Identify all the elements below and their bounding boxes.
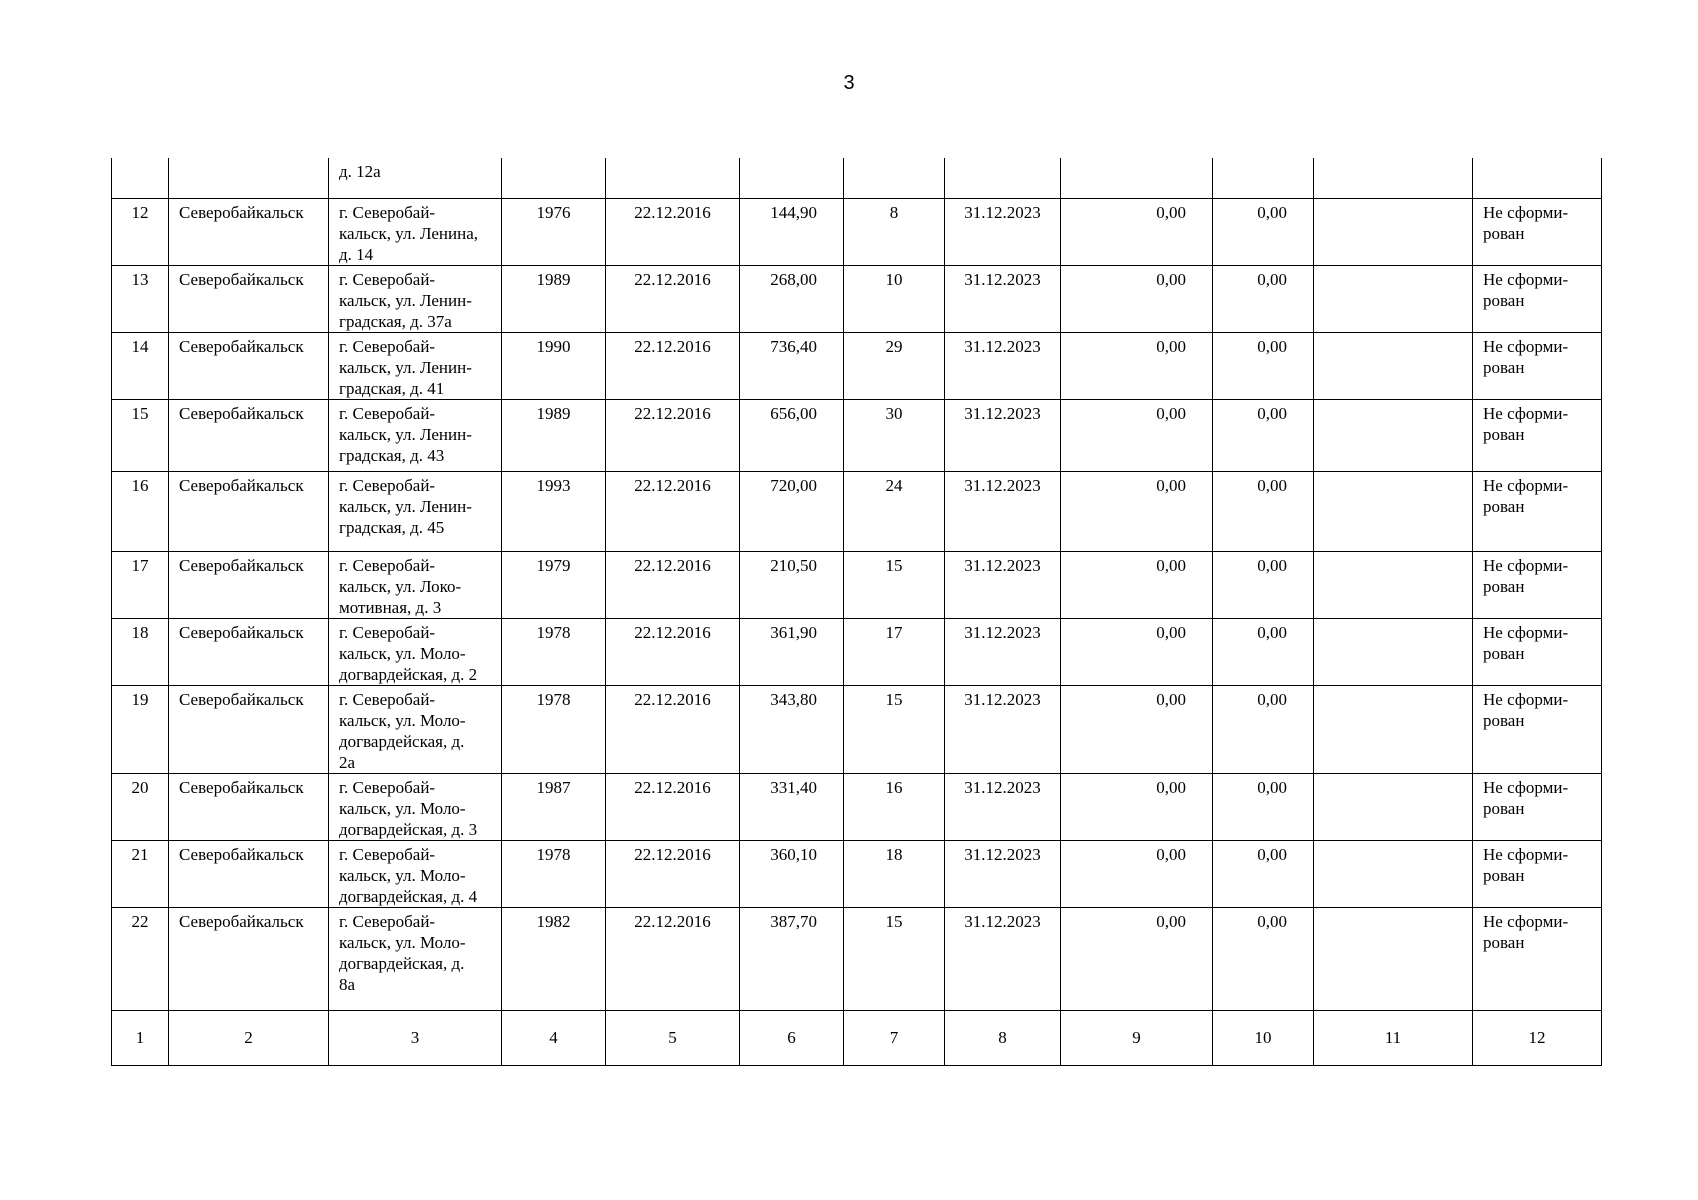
column-number-cell: 8 bbox=[945, 1010, 1061, 1065]
cell-status: Не сформи- рован bbox=[1473, 773, 1602, 840]
cell-v11 bbox=[1314, 618, 1473, 685]
cell-v10: 0,00 bbox=[1213, 399, 1314, 471]
column-number-footer bbox=[112, 1010, 1602, 1065]
cell-v11 bbox=[1314, 551, 1473, 618]
cell-date: 22.12.2016 bbox=[606, 551, 740, 618]
cell-address: г. Северобай- кальск, ул. Моло- догвардейская, д. 4 bbox=[329, 840, 502, 907]
cell-v9: 0,00 bbox=[1061, 685, 1213, 773]
cell-area: 656,00 bbox=[740, 399, 844, 471]
cell-v10: 0,00 bbox=[1213, 198, 1314, 265]
cell-v9 bbox=[1061, 158, 1213, 198]
cell-deadline: 31.12.2023 bbox=[945, 399, 1061, 471]
cell-deadline: 31.12.2023 bbox=[945, 907, 1061, 1010]
cell-year: 1978 bbox=[502, 618, 606, 685]
cell-address: г. Северобай- кальск, ул. Ленин- градская, д. 41 bbox=[329, 332, 502, 399]
cell-v10: 0,00 bbox=[1213, 265, 1314, 332]
cell-date: 22.12.2016 bbox=[606, 618, 740, 685]
table-row-continuation bbox=[112, 158, 1602, 198]
cell-locality: Северобайкальск bbox=[169, 773, 329, 840]
cell-deadline: 31.12.2023 bbox=[945, 840, 1061, 907]
cell-status: Не сформи- рован bbox=[1473, 198, 1602, 265]
cell-residents: 29 bbox=[844, 332, 945, 399]
page-number: 3 bbox=[843, 72, 855, 94]
cell-area: 343,80 bbox=[740, 685, 844, 773]
housing-registry-table bbox=[111, 158, 1602, 1066]
cell-date: 22.12.2016 bbox=[606, 773, 740, 840]
cell-v10: 0,00 bbox=[1213, 907, 1314, 1010]
cell-date: 22.12.2016 bbox=[606, 332, 740, 399]
cell-deadline: 31.12.2023 bbox=[945, 773, 1061, 840]
cell-v9: 0,00 bbox=[1061, 773, 1213, 840]
cell-status: Не сформи- рован bbox=[1473, 471, 1602, 551]
cell-status: Не сформи- рован bbox=[1473, 618, 1602, 685]
cell-v11 bbox=[1314, 198, 1473, 265]
cell-residents: 15 bbox=[844, 907, 945, 1010]
cell-date: 22.12.2016 bbox=[606, 399, 740, 471]
table-row bbox=[112, 471, 1602, 551]
cell-status: Не сформи- рован bbox=[1473, 551, 1602, 618]
cell-deadline bbox=[945, 158, 1061, 198]
cell-status: Не сформи- рован bbox=[1473, 265, 1602, 332]
cell-deadline: 31.12.2023 bbox=[945, 685, 1061, 773]
column-number-cell: 12 bbox=[1473, 1010, 1602, 1065]
cell-status bbox=[1473, 158, 1602, 198]
cell-deadline: 31.12.2023 bbox=[945, 618, 1061, 685]
cell-locality: Северобайкальск bbox=[169, 265, 329, 332]
cell-date: 22.12.2016 bbox=[606, 840, 740, 907]
cell-area: 360,10 bbox=[740, 840, 844, 907]
cell-v11 bbox=[1314, 471, 1473, 551]
cell-residents: 10 bbox=[844, 265, 945, 332]
cell-num: 19 bbox=[112, 685, 169, 773]
cell-v9: 0,00 bbox=[1061, 471, 1213, 551]
cell-residents bbox=[844, 158, 945, 198]
cell-residents: 15 bbox=[844, 551, 945, 618]
column-number-row bbox=[112, 1010, 1602, 1065]
column-number-cell: 7 bbox=[844, 1010, 945, 1065]
cell-status: Не сформи- рован bbox=[1473, 907, 1602, 1010]
cell-num: 13 bbox=[112, 265, 169, 332]
cell-residents: 30 bbox=[844, 399, 945, 471]
cell-area: 268,00 bbox=[740, 265, 844, 332]
column-number-cell: 2 bbox=[169, 1010, 329, 1065]
column-number-cell: 6 bbox=[740, 1010, 844, 1065]
cell-area: 210,50 bbox=[740, 551, 844, 618]
cell-date: 22.12.2016 bbox=[606, 265, 740, 332]
cell-area: 361,90 bbox=[740, 618, 844, 685]
cell-v10: 0,00 bbox=[1213, 773, 1314, 840]
cell-status: Не сформи- рован bbox=[1473, 399, 1602, 471]
cell-residents: 24 bbox=[844, 471, 945, 551]
column-number-cell: 11 bbox=[1314, 1010, 1473, 1065]
cell-v9: 0,00 bbox=[1061, 907, 1213, 1010]
cell-v9: 0,00 bbox=[1061, 198, 1213, 265]
cell-area: 144,90 bbox=[740, 198, 844, 265]
cell-locality: Северобайкальск bbox=[169, 332, 329, 399]
cell-address: г. Северобай- кальск, ул. Ленин- градская, д. 45 bbox=[329, 471, 502, 551]
cell-locality: Северобайкальск bbox=[169, 198, 329, 265]
cell-v10 bbox=[1213, 158, 1314, 198]
cell-year: 1982 bbox=[502, 907, 606, 1010]
cell-address: г. Северобай- кальск, ул. Ленина, д. 14 bbox=[329, 198, 502, 265]
cell-status: Не сформи- рован bbox=[1473, 332, 1602, 399]
cell-num: 20 bbox=[112, 773, 169, 840]
cell-num: 18 bbox=[112, 618, 169, 685]
cell-v9: 0,00 bbox=[1061, 265, 1213, 332]
cell-date: 22.12.2016 bbox=[606, 471, 740, 551]
cell-locality bbox=[169, 158, 329, 198]
cell-locality: Северобайкальск bbox=[169, 907, 329, 1010]
cell-num: 22 bbox=[112, 907, 169, 1010]
cell-residents: 8 bbox=[844, 198, 945, 265]
cell-v9: 0,00 bbox=[1061, 332, 1213, 399]
cell-status: Не сформи- рован bbox=[1473, 840, 1602, 907]
table-row bbox=[112, 551, 1602, 618]
cell-num: 17 bbox=[112, 551, 169, 618]
cell-v10: 0,00 bbox=[1213, 471, 1314, 551]
table-row bbox=[112, 618, 1602, 685]
cell-year: 1978 bbox=[502, 840, 606, 907]
column-number-cell: 3 bbox=[329, 1010, 502, 1065]
column-number-cell: 1 bbox=[112, 1010, 169, 1065]
cell-status: Не сформи- рован bbox=[1473, 685, 1602, 773]
cell-locality: Северобайкальск bbox=[169, 685, 329, 773]
column-number-cell: 4 bbox=[502, 1010, 606, 1065]
cell-v11 bbox=[1314, 158, 1473, 198]
cell-locality: Северобайкальск bbox=[169, 399, 329, 471]
cell-year: 1990 bbox=[502, 332, 606, 399]
cell-area: 736,40 bbox=[740, 332, 844, 399]
cell-num: 12 bbox=[112, 198, 169, 265]
table-body bbox=[112, 158, 1602, 1010]
table-row bbox=[112, 685, 1602, 773]
cell-num: 21 bbox=[112, 840, 169, 907]
cell-address: г. Северобай- кальск, ул. Ленин- градская, д. 43 bbox=[329, 399, 502, 471]
cell-num: 16 bbox=[112, 471, 169, 551]
cell-year: 1989 bbox=[502, 399, 606, 471]
cell-v10: 0,00 bbox=[1213, 685, 1314, 773]
cell-date: 22.12.2016 bbox=[606, 685, 740, 773]
cell-v9: 0,00 bbox=[1061, 399, 1213, 471]
cell-v11 bbox=[1314, 265, 1473, 332]
table-row bbox=[112, 773, 1602, 840]
table-row bbox=[112, 907, 1602, 1010]
cell-residents: 16 bbox=[844, 773, 945, 840]
cell-deadline: 31.12.2023 bbox=[945, 551, 1061, 618]
cell-date: 22.12.2016 bbox=[606, 198, 740, 265]
cell-address: г. Северобай- кальск, ул. Локо- мотивная, д. 3 bbox=[329, 551, 502, 618]
cell-num: 14 bbox=[112, 332, 169, 399]
cell-v10: 0,00 bbox=[1213, 551, 1314, 618]
cell-v9: 0,00 bbox=[1061, 840, 1213, 907]
cell-deadline: 31.12.2023 bbox=[945, 471, 1061, 551]
column-number-cell: 9 bbox=[1061, 1010, 1213, 1065]
cell-locality: Северобайкальск bbox=[169, 471, 329, 551]
cell-year: 1993 bbox=[502, 471, 606, 551]
cell-v9: 0,00 bbox=[1061, 618, 1213, 685]
cell-v11 bbox=[1314, 773, 1473, 840]
cell-deadline: 31.12.2023 bbox=[945, 265, 1061, 332]
cell-residents: 15 bbox=[844, 685, 945, 773]
cell-residents: 17 bbox=[844, 618, 945, 685]
cell-residents: 18 bbox=[844, 840, 945, 907]
column-number-cell: 5 bbox=[606, 1010, 740, 1065]
cell-address: г. Северобай- кальск, ул. Моло- догвардейская, д. 3 bbox=[329, 773, 502, 840]
table-row bbox=[112, 399, 1602, 471]
cell-area: 387,70 bbox=[740, 907, 844, 1010]
cell-locality: Северобайкальск bbox=[169, 618, 329, 685]
cell-year: 1987 bbox=[502, 773, 606, 840]
cell-deadline: 31.12.2023 bbox=[945, 198, 1061, 265]
cell-address: г. Северобай- кальск, ул. Ленин- градская, д. 37а bbox=[329, 265, 502, 332]
table-row bbox=[112, 198, 1602, 265]
cell-v10: 0,00 bbox=[1213, 618, 1314, 685]
table-row bbox=[112, 265, 1602, 332]
table-row bbox=[112, 332, 1602, 399]
cell-v9: 0,00 bbox=[1061, 551, 1213, 618]
cell-area bbox=[740, 158, 844, 198]
cell-area: 720,00 bbox=[740, 471, 844, 551]
cell-v11 bbox=[1314, 685, 1473, 773]
cell-year: 1978 bbox=[502, 685, 606, 773]
column-number-cell: 10 bbox=[1213, 1010, 1314, 1065]
cell-address: г. Северобай- кальск, ул. Моло- догвардейская, д. 2а bbox=[329, 685, 502, 773]
cell-v11 bbox=[1314, 399, 1473, 471]
cell-v10: 0,00 bbox=[1213, 840, 1314, 907]
cell-date bbox=[606, 158, 740, 198]
cell-address: г. Северобай- кальск, ул. Моло- догвардейская, д. 2 bbox=[329, 618, 502, 685]
cell-v11 bbox=[1314, 332, 1473, 399]
cell-year: 1979 bbox=[502, 551, 606, 618]
cell-num bbox=[112, 158, 169, 198]
cell-v11 bbox=[1314, 907, 1473, 1010]
cell-year: 1989 bbox=[502, 265, 606, 332]
cell-area: 331,40 bbox=[740, 773, 844, 840]
cell-v10: 0,00 bbox=[1213, 332, 1314, 399]
cell-year: 1976 bbox=[502, 198, 606, 265]
cell-deadline: 31.12.2023 bbox=[945, 332, 1061, 399]
cell-date: 22.12.2016 bbox=[606, 907, 740, 1010]
cell-year bbox=[502, 158, 606, 198]
cell-locality: Северобайкальск bbox=[169, 840, 329, 907]
cell-address: д. 12а bbox=[329, 158, 502, 198]
cell-num: 15 bbox=[112, 399, 169, 471]
table-row bbox=[112, 840, 1602, 907]
cell-locality: Северобайкальск bbox=[169, 551, 329, 618]
cell-v11 bbox=[1314, 840, 1473, 907]
cell-address: г. Северобай- кальск, ул. Моло- догвардейская, д. 8а bbox=[329, 907, 502, 1010]
